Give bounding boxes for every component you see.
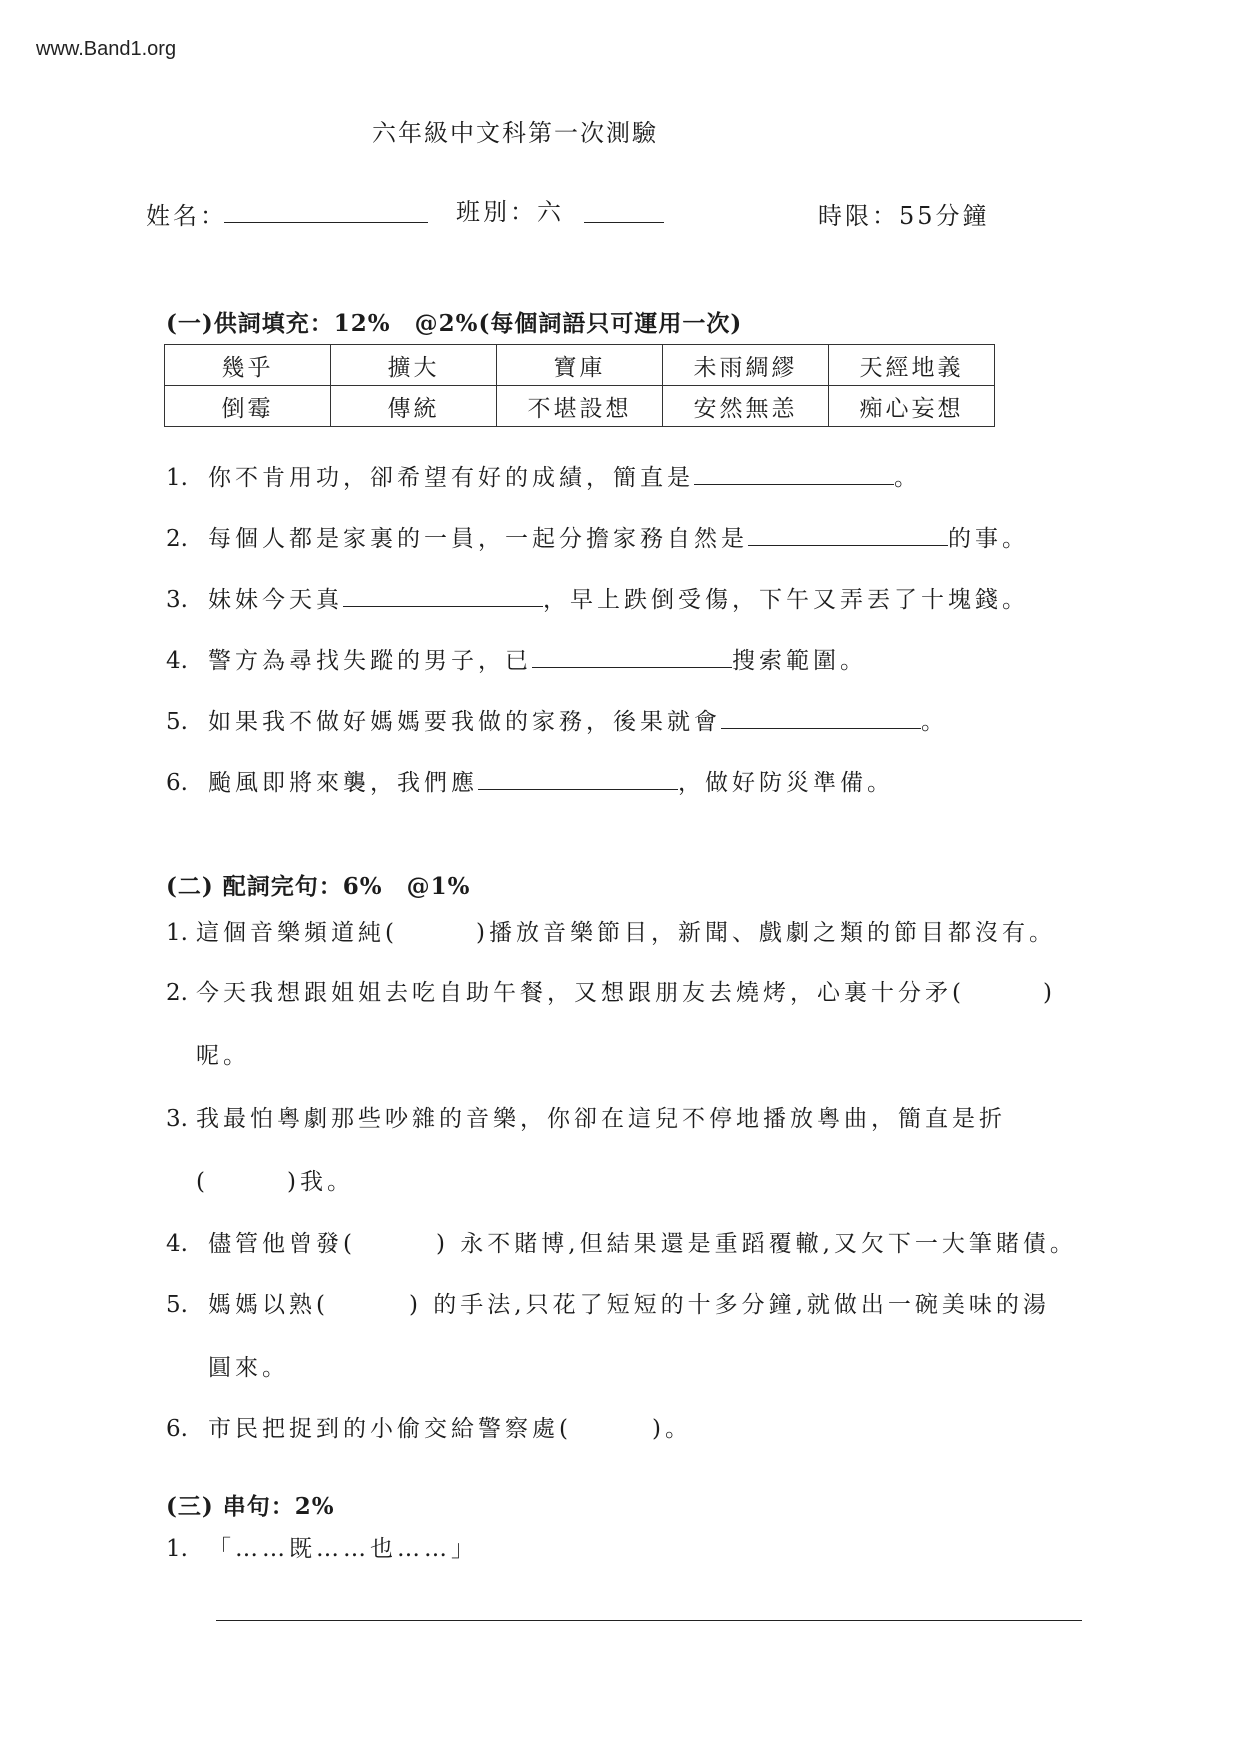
answer-blank[interactable] (343, 605, 543, 607)
word-cell: 傳統 (331, 386, 497, 427)
question-text: ( (196, 1169, 209, 1195)
word-cell: 擴大 (331, 345, 497, 386)
question-number: 5. (166, 709, 188, 735)
question-text: )我。 (286, 1169, 354, 1195)
name-blank[interactable] (224, 222, 428, 223)
question-number: 4. (166, 1231, 188, 1257)
time-label: 時限：55分鐘 (818, 202, 990, 230)
question-text-after: ，早上跌倒受傷，下午又弄丟了十塊錢。 (543, 587, 1029, 613)
section2-heading: (二) 配詞完句：6% @1% (166, 873, 471, 900)
question-text-after: 的事。 (948, 526, 1029, 552)
answer-blank[interactable] (478, 788, 678, 790)
question-text: 我最怕粵劇那些吵雜的音樂，你卻在這兒不停地播放粵曲，簡直是折 (196, 1106, 1006, 1132)
match-question-4 (166, 1225, 1077, 1258)
word-bank-row (165, 345, 995, 386)
match-question-2-cont: 呢。 (196, 1043, 250, 1069)
match-question-3 (166, 1100, 1006, 1133)
answer-blank[interactable] (721, 727, 921, 729)
question-number: 1. (166, 465, 188, 491)
fill-question-5 (166, 703, 948, 736)
match-question-6 (166, 1410, 692, 1443)
word-cell: 未雨綢繆 (663, 345, 829, 386)
fill-question-2 (166, 520, 1029, 553)
word-cell: 痴心妄想 (829, 386, 995, 427)
word-cell: 幾乎 (165, 345, 331, 386)
question-text-after: 。 (921, 709, 948, 735)
question-number: 6. (166, 1416, 188, 1442)
answer-blank[interactable] (694, 483, 894, 485)
word-bank-row (165, 386, 995, 427)
match-question-1 (166, 914, 1056, 947)
word-cell: 寶庫 (497, 345, 663, 386)
question-number: 4. (166, 648, 188, 674)
watermark: www.Band1.org (36, 38, 177, 60)
fill-question-4 (166, 642, 867, 675)
question-number: 5. (166, 1292, 188, 1318)
answer-blank[interactable] (748, 544, 948, 546)
question-text: 「……既……也……」 (208, 1536, 478, 1562)
question-text-after: 。 (894, 465, 921, 491)
question-number: 2. (166, 526, 188, 552)
match-question-3-cont (196, 1163, 354, 1196)
section1-heading: (一)供詞填充：12% @2%(每個詞語只可運用一次) (166, 310, 743, 337)
question-text: ) 的手法,只花了短短的十多分鐘,就做出一碗美味的湯 (408, 1292, 1050, 1318)
question-text: )。 (651, 1416, 692, 1442)
question-text-before: 如果我不做好媽媽要我做的家務，後果就會 (208, 709, 721, 735)
fill-question-6 (166, 764, 894, 797)
question-text-before: 警方為尋找失蹤的男子，已 (208, 648, 532, 674)
class-label: 班別：六 (456, 198, 564, 226)
fill-question-3 (166, 581, 1029, 614)
word-cell: 倒霉 (165, 386, 331, 427)
question-number: 2. (166, 980, 188, 1006)
question-text: 媽媽以熟( (208, 1292, 329, 1318)
question-text: 市民把捉到的小偷交給警察處( (208, 1416, 572, 1442)
question-text: ) 永不賭博,但結果還是重蹈覆轍,又欠下一大筆賭債。 (435, 1231, 1077, 1257)
question-number: 3. (166, 587, 188, 613)
word-bank-table (164, 344, 995, 427)
word-cell: 安然無恙 (663, 386, 829, 427)
question-text: )播放音樂節目，新聞、戲劇之類的節目都沒有。 (475, 920, 1056, 946)
section3-heading: (三) 串句：2% (166, 1493, 335, 1520)
word-cell: 不堪設想 (497, 386, 663, 427)
word-cell: 天經地義 (829, 345, 995, 386)
question-text-before: 妹妹今天真 (208, 587, 343, 613)
fill-question-1 (166, 459, 921, 492)
match-question-2 (166, 974, 1056, 1007)
question-number: 6. (166, 770, 188, 796)
name-label: 姓名： (146, 202, 227, 230)
match-question-5-cont: 圓來。 (208, 1355, 289, 1381)
question-text-after: 搜索範圍。 (732, 648, 867, 674)
question-text-before: 颱風即將來襲，我們應 (208, 770, 478, 796)
question-text-before: 你不肯用功，卻希望有好的成績，簡直是 (208, 465, 694, 491)
answer-line[interactable] (216, 1620, 1082, 1621)
page-title: 六年級中文科第一次測驗 (372, 119, 658, 147)
join-question-1 (166, 1530, 478, 1563)
question-text: 儘管他曾發( (208, 1231, 356, 1257)
match-question-5 (166, 1286, 1050, 1319)
question-text: ) (1042, 980, 1056, 1006)
question-number: 3. (166, 1106, 188, 1132)
question-text: 今天我想跟姐姐去吃自助午餐，又想跟朋友去燒烤，心裏十分矛( (196, 980, 965, 1006)
question-number: 1. (166, 920, 188, 946)
question-text: 這個音樂頻道純( (196, 920, 398, 946)
answer-blank[interactable] (532, 666, 732, 668)
question-number: 1. (166, 1536, 188, 1562)
class-blank[interactable] (584, 222, 664, 223)
question-text-after: ，做好防災準備。 (678, 770, 894, 796)
question-text-before: 每個人都是家裏的一員，一起分擔家務自然是 (208, 526, 748, 552)
